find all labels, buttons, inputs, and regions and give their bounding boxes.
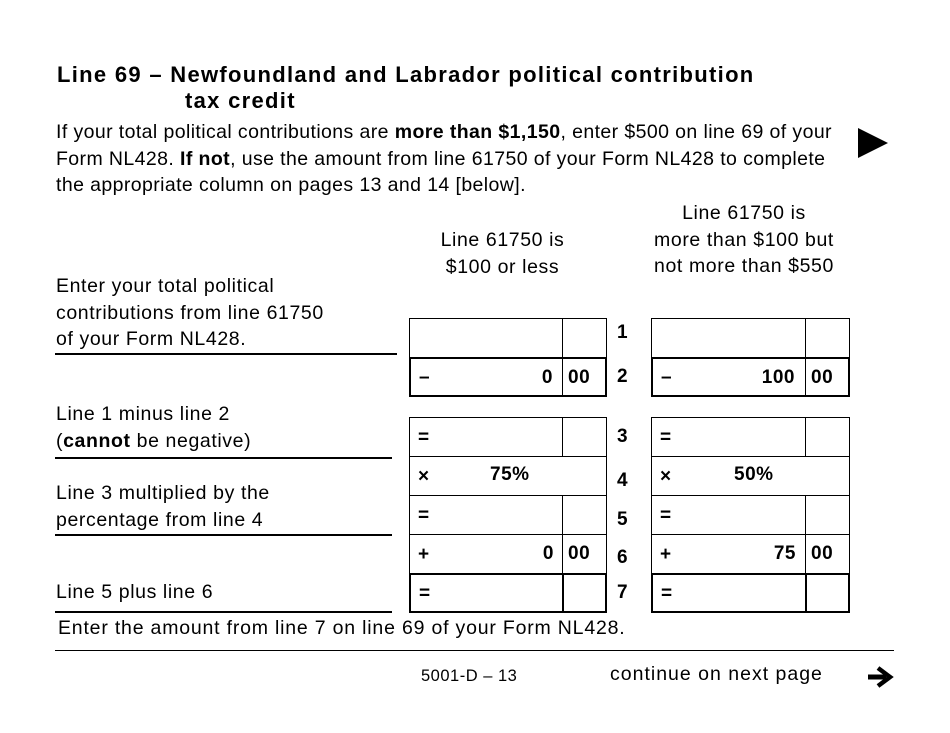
line-number-5: 5: [617, 509, 628, 530]
line-number-7: 7: [617, 582, 628, 603]
col1-line7-result[interactable]: =: [409, 573, 607, 613]
col2-line3-input[interactable]: =: [651, 417, 850, 457]
col1-line5-input[interactable]: =: [409, 495, 607, 535]
line-number-2: 2: [617, 366, 628, 387]
col1-line6-field: + 0 00: [409, 534, 607, 574]
next-page-triangle-icon: [858, 128, 888, 158]
line7-label: Line 5 plus line 6: [56, 581, 214, 603]
section-title: Line 69 – Newfoundland and Labrador political contribution: [57, 62, 755, 87]
section-title-continued: tax credit: [185, 88, 296, 113]
continue-label: continue on next page: [610, 663, 823, 685]
col2-line5-input[interactable]: =: [651, 495, 850, 535]
col2-line1-input[interactable]: [651, 318, 850, 358]
col1-line4-field: × 75%: [409, 456, 607, 496]
line-number-6: 6: [617, 547, 628, 568]
col2-line7-result[interactable]: =: [651, 573, 850, 613]
line1-label: Enter your total political contributions from line 61750 of your Form NL428.: [56, 275, 324, 350]
label-divider: [55, 353, 397, 355]
col2-line4-field: × 50%: [651, 456, 850, 496]
col1-line1-input[interactable]: [409, 318, 607, 358]
label-divider: [55, 534, 392, 536]
line3-label: Line 1 minus line 2 (cannot be negative): [56, 403, 252, 452]
column-header-100-to-550: Line 61750 is more than $100 but not more than $550: [654, 202, 834, 277]
label-divider: [55, 457, 392, 459]
page-number: 5001-D – 13: [421, 667, 518, 685]
col1-line3-input[interactable]: =: [409, 417, 607, 457]
final-instruction: Enter the amount from line 7 on line 69 of your Form NL428.: [58, 617, 626, 639]
line-number-3: 3: [617, 426, 628, 447]
line-number-1: 1: [617, 322, 628, 343]
intro-paragraph: If your total political contributions are more than $1,150, enter $500 on line 69 of your Form NL428. If not, use the amount from line 61750 of your Form NL428 to complete the appropriate column on pages 13 and 14 [below].: [56, 121, 832, 196]
continue-arrow-icon: [866, 666, 894, 688]
col2-line2-field: – 100 00: [651, 357, 850, 397]
col1-line2-field: – 0 00: [409, 357, 607, 397]
line5-label: Line 3 multiplied by the percentage from line 4: [56, 482, 270, 531]
label-divider: [55, 611, 392, 613]
line-number-4: 4: [617, 470, 628, 491]
column-header-100-or-less: Line 61750 is $100 or less: [440, 229, 565, 278]
col2-line6-field: + 75 00: [651, 534, 850, 574]
footer-divider: [55, 650, 894, 651]
